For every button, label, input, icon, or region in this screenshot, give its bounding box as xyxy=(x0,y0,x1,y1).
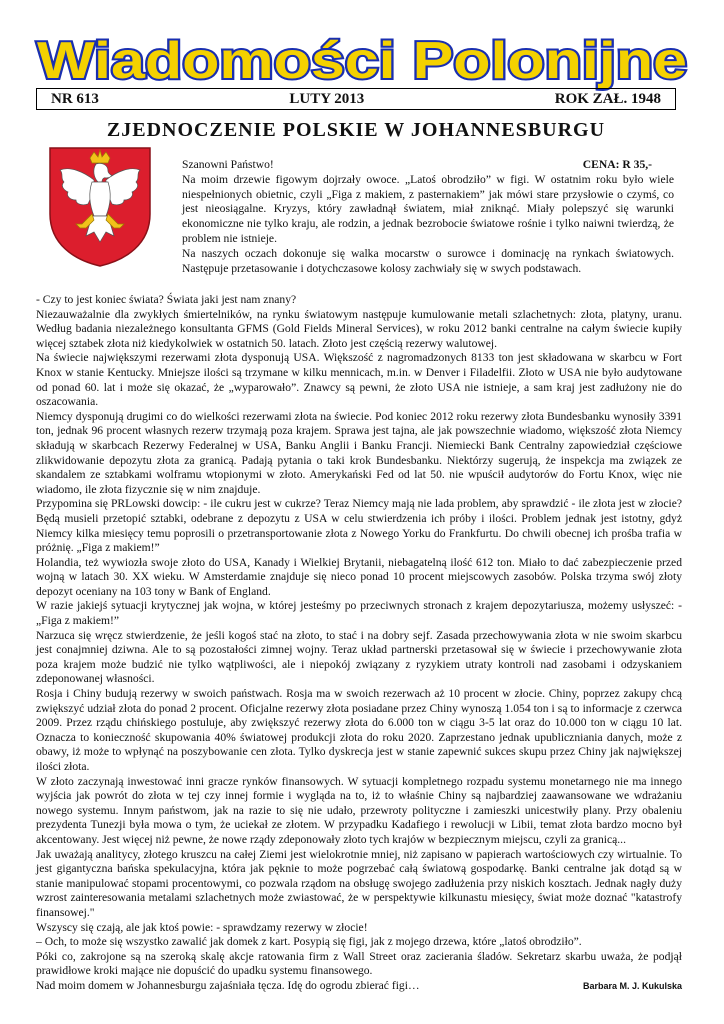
article-paragraph: W razie jakiejś sytuacji krytycznej jak wojna, w której jesteśmy po przeciwnych stronach z krajem depozytariusza, możemy usłyszeć: -„Figa z makiem!” xyxy=(36,599,682,628)
masthead xyxy=(30,26,694,92)
article-paragraph: Na świecie największymi rezerwami złota dysponują USA. Większość z nagromadzonych 8133 ton jest składowana w skarbcu w Fort Knox w stanie Kentucky. Mniejsze ilości są trzymane w kilku mennicach, m.in. w Denver i Filadelfii. Złoto w USA nie było audytowane od ponad 60. lat i może się okazać, że „wyparowało”. Znawcy są pewni, że złoto USA nie istnieje, a sam kraj jest zadłużony nie do oszacowania. xyxy=(36,351,682,409)
intro-paragraph: Na moim drzewie figowym dojrzały owoce. „Latoś obrodziło” w figi. W ostatnim roku było wiele niespełnionych obietnic, czyli „Figa z makiem, z pasternakiem” jak mówi stare przysłowie o czymś, co jest nieosiągalne. Kryzys, który zawładnął światem, miał zniknąć. Miały polepszyć się warunki ekonomiczne nie tylko kraju, ale rodzin, a jednak bezrobocie światowe rośnie i tylko naiwni twierdzą, że problem nie istnieje. xyxy=(182,172,674,245)
article-paragraph: W złoto zaczynają inwestować inni gracze rynków finansowych. W sytuacji kompletnego rozpadu systemu monetarnego nie ma innego wyjścia jak powrót do złota w tej czy innej formie i wygląda na to, iż to właśnie Chiny są najbardziej zaawansowane we wdrażaniu nowego systemu. Innym państwom, jak na razie to się nie udało, przewroty polityczne i zamieszki unicestwiły plany. Przy obaleniu prezydenta Tunezji była mowa o tym, że uciekał ze złotem. W przypadku Kadafiego i rewolucji w Libii, temat złota bardzo mocno był akcentowany. Jest więcej niż pewne, że nowe rządy zdeponowały złoto tych krajów w bezpiecznym miejscu, czyli za granicą... xyxy=(36,774,682,846)
article-paragraph: Holandia, też wywiozła swoje złoto do USA, Kanady i Wielkiej Brytanii, niebagatelną ilość 612 ton. Miało to dać zabezpieczenie przed wojną w latach 30. XX wieku. W Amsterdamie znajduje się nieco ponad 10 procent miejscowych zasobów. Polska trzyma swój złoty depozyt oceniany na 103 tony w Bank of England. xyxy=(36,555,682,598)
intro-paragraph: Na naszych oczach dokonuje się walka mocarstw o surowce i dominację na rynkach światowych. Następuje przetasowanie i dotychczasowe kolosy zachwiały się w swych podstawach. xyxy=(182,246,674,275)
founded-year: ROK ZAŁ. 1948 xyxy=(554,90,661,107)
article-paragraph: Niezauważalnie dla zwykłych śmiertelników, na rynku światowym następuje kumulowanie metali szlachetnych: złota, platyny, uranu. Według badania niezależnego konsultanta GFMS (Gold Fields Mineral Services), w roku 2012 banki centralne na całym świecie kupiły więcej sztabek złota niż kiedykolwiek w ostatnich 50. latach. Złoto jest częścią rezerwy walutowej. xyxy=(36,307,682,350)
masthead-logo xyxy=(30,26,694,92)
article-paragraph: Narzuca się wręcz stwierdzenie, że jeśli kogoś stać na złoto, to stać i na dobry sejf. Zasada przechowywania złota w nie swoim skarbcu jest conajmniej dziwna. Ale to są pozostałości zimnej wojny. Teraz układ partnerski przetasował się w świecie i przechowywanie złota poza krajem może budzić nie tylko wątpliwości, ale i niepokój związany z ryzykiem utraty kontroli nad zasobami i odzyskaniem zdeponowanej własności. xyxy=(36,628,682,686)
headline: ZJEDNOCZENIE POLSKIE W JOHANNESBURGU xyxy=(106,119,606,141)
issue-number: NR 613 xyxy=(51,90,99,107)
article-paragraph: Przypomina się PRLowski dowcip: - ile cukru jest w cukrze? Teraz Niemcy mają nie lada problem, aby sprawdzić - ile złota jest w złocie? Będą musieli przetopić sztabki, odebrane z depozytu z USA w celu stwierdzenia ich próby i ilości. Problem jednak jest istotny, gdyż Niemcy kilka miesięcy temu poprosili o przetransportowanie złota z Nowego Yorku do Frankfurtu. Do chwili obecnej ich prośba trafia w próżnię. „Figa z makiem!” xyxy=(36,497,682,555)
article-paragraph: Niemcy dysponują drugimi co do wielkości rezerwami złota na świecie. Pod koniec 2012 roku rezerwy złota Bundesbanku wynosiły 3391 ton, jednak 96 procent własnych rezerw trzymają poza krajem. Sprawa jest tajna, ale jak powszechnie wiadomo, większość złota Niemcy składują w skarbcach Rezerwy Federalnej w USA, Banku Anglii i Banku Francji. Niemiecki Bank Centralny zapowiedział częściowe zlikwidowanie depozytu złota za granicą. Padają pytania o taki krok Bundesbanku. Niektórzy sugerują, że inspekcja ma związek ze skandalem ze sztabkami wolframu wtopionymi w złoto. Amerykański Fed od lat 50. nie wpuścił audytorów do Fortu Knox, więc nie wiadomo, ile złota fizycznie się w nim znajduje. xyxy=(36,409,682,496)
closing-line: Nad moim domem w Johannesburgu zajaśniała tęcza. Idę do ogrodu zbierać figi… xyxy=(36,978,420,992)
article-paragraph: Wszyscy się czają, ale jak ktoś powie: - sprawdzamy rezerwy w złocie! xyxy=(36,920,368,934)
greeting: Szanowni Państwo! xyxy=(182,158,274,171)
intro-section xyxy=(182,158,674,276)
polish-eagle-icon xyxy=(46,144,154,268)
masthead-title: Wiadomości Polonijne xyxy=(37,32,687,90)
author-signature: Barbara M. J. Kukulska xyxy=(582,980,682,991)
article-paragraph: - Czy to jest koniec świata? Świata jaki jest nam znany? xyxy=(36,293,297,306)
article-paragraph: Póki co, zakrojone są na szeroką skalę akcje ratowania firm z Wall Street oraz zacierania śladów. Sekretarz skarbu uważa, że podjął prawidłowe kroki mające nie dopuścić do upadku systemu finansowego. xyxy=(36,949,682,978)
issue-date: LUTY 2013 xyxy=(289,90,365,107)
article-paragraph: – Och, to może się wszystko zawalić jak domek z kart. Posypią się figi, jak z mojego drzewa, które „latoś obrodziło”. xyxy=(36,935,582,949)
issue-info-bar xyxy=(36,88,676,110)
article-paragraph: Rosja i Chiny budują rezerwy w swoich państwach. Rosja ma w swoich rezerwach aż 10 procent w złocie. Chiny, poprzez zakupy chcą zwiększyć udział złota do ponad 2 procent. Oficjalne rezerwy złota posiadane przez Chiny wynoszą 1.054 ton i są to informacje z czerwca 2009. Przez rządu chińskiego postuluje, aby zwiększyć rezerwy złota do 6.000 ton w ciągu 3-5 lat oraz do 10.000 ton w ciągu 10 lat. Oznacza to konieczność skupowania 40% światowej produkcji złota do roku 2020. Zaprzestano jednak upubliczniania danych, może z obawy, iż może to wpłynąć na poszybowanie cen złota. Tylko dyskrecja jest w stanie zapewnić sukces skupu przez Chiny jak największej ilości złota. xyxy=(36,687,682,773)
article-paragraph: Jak uważają analitycy, złotego kruszcu na całej Ziemi jest wielokrotnie mniej, niż zapisano w papierach wartościowych czy wirtualnie. To jest gigantyczna bańska spekulacyjna, która jak pęknie to może pogrzebać całą światową gospodarkę. Banki centralne jak dotąd są w stanie manipulować stopami procentowymi, co pozwala rządom na obsługę swojego zadłużenia przy niskich kosztach. Jednak nagły duży wzrost zainteresowania metalami szlachetnych może zwiastować, że w perspektywie kilkunastu miesięcy, świat może doznać "katastrofy finansowej." xyxy=(36,847,682,919)
price-label: CENA: R 35,- xyxy=(582,158,652,171)
article-body xyxy=(36,293,682,994)
